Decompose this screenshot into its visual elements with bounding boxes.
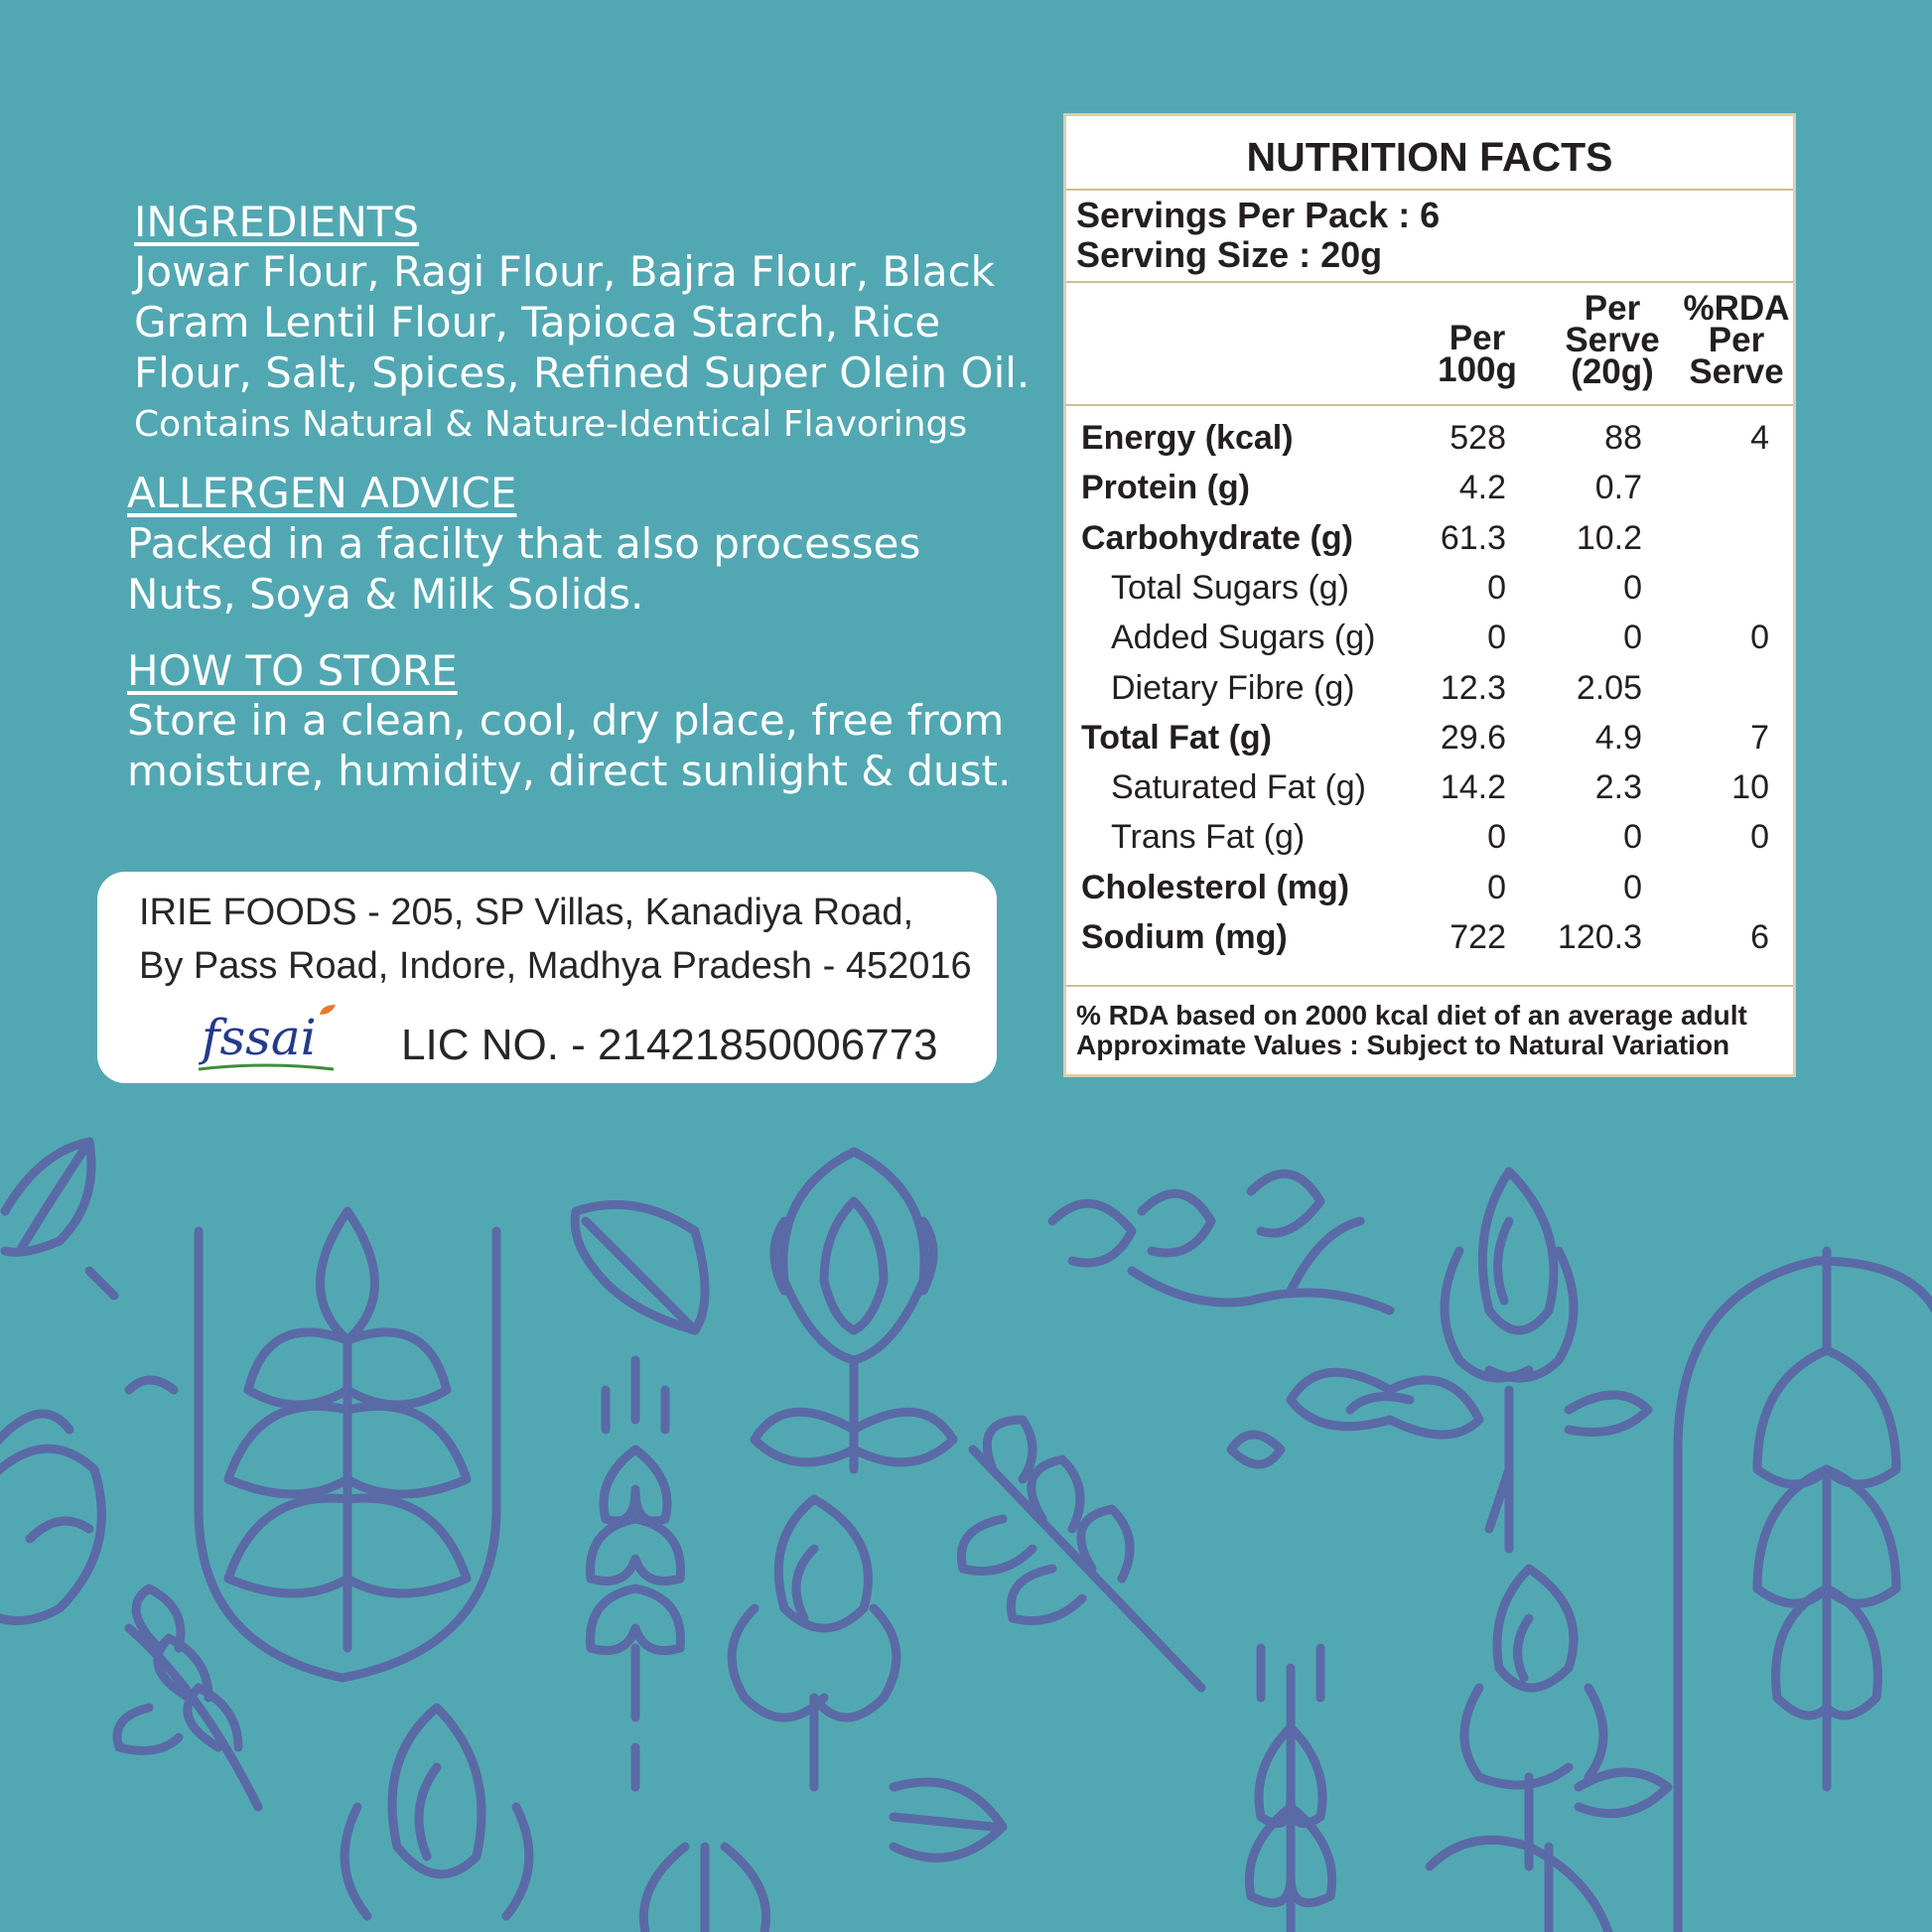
nutrient-label: Added Sugars (g) xyxy=(1111,619,1376,657)
value-rda: 7 xyxy=(1750,718,1769,757)
value-per-100g: 61.3 xyxy=(1440,518,1506,557)
value-per-100g: 722 xyxy=(1449,918,1506,956)
column-header-line: Per xyxy=(1584,289,1641,328)
rda-footnote: % RDA based on 2000 kcal diet of an average adult xyxy=(1076,1000,1747,1031)
value-per-100g: 4.2 xyxy=(1458,469,1506,507)
divider xyxy=(1066,189,1793,191)
nutrient-label: Saturated Fat (g) xyxy=(1111,768,1367,807)
value-rda: 4 xyxy=(1750,419,1769,457)
column-header-line: Serve xyxy=(1565,321,1660,359)
serving-size: Serving Size : 20g xyxy=(1076,234,1383,275)
value-per-100g: 528 xyxy=(1449,419,1506,457)
nutrition-row xyxy=(1066,469,1793,518)
nutrition-row xyxy=(1066,768,1793,818)
storage-heading: HOW TO STORE xyxy=(127,645,458,695)
value-per-100g: 0 xyxy=(1487,818,1506,857)
nutrition-row xyxy=(1066,419,1793,469)
license-number: LIC NO. - 21421850006773 xyxy=(401,1021,938,1069)
nutrition-row xyxy=(1066,519,1793,569)
value-rda: 0 xyxy=(1750,619,1769,657)
column-header-per-100g xyxy=(1418,319,1537,389)
address-line-2: By Pass Road, Indore, Madhya Pradesh - 452016 xyxy=(139,945,972,987)
value-per-serve: 2.3 xyxy=(1594,768,1642,807)
nutrition-title: NUTRITION FACTS xyxy=(1246,134,1613,180)
variation-footnote: Approximate Values : Subject to Natural Variation xyxy=(1076,1030,1730,1060)
value-per-100g: 0 xyxy=(1487,619,1506,657)
value-per-serve: 0.7 xyxy=(1594,469,1642,507)
nutrient-label: Trans Fat (g) xyxy=(1111,818,1306,857)
value-per-serve: 0 xyxy=(1623,818,1642,857)
column-header-line: 100g xyxy=(1438,350,1517,389)
storage-line: Store in a clean, cool, dry place, free from xyxy=(127,695,1005,745)
product-info-column xyxy=(127,198,1047,796)
column-header-line: Serve xyxy=(1689,352,1784,391)
value-per-serve: 0 xyxy=(1623,619,1642,657)
allergen-section xyxy=(127,470,1047,619)
fssai-leaf-icon xyxy=(318,1003,338,1017)
value-per-serve: 10.2 xyxy=(1576,518,1642,557)
nutrient-label: Total Sugars (g) xyxy=(1111,568,1349,607)
nutrition-facts-panel xyxy=(1063,113,1796,1077)
column-header-rda xyxy=(1677,289,1796,391)
allergen-line: Nuts, Soya & Milk Solids. xyxy=(127,569,644,619)
value-per-100g: 29.6 xyxy=(1440,718,1506,757)
storage-section xyxy=(127,647,1047,796)
value-per-serve: 88 xyxy=(1604,419,1642,457)
column-header-line: Per xyxy=(1449,319,1506,357)
nutrition-row xyxy=(1066,719,1793,768)
column-header-per-serve xyxy=(1543,289,1682,391)
nutrient-label: Sodium (mg) xyxy=(1081,918,1288,956)
nutrient-label: Dietary Fibre (g) xyxy=(1111,668,1355,707)
value-per-serve: 0 xyxy=(1623,568,1642,607)
column-header-line: Per xyxy=(1708,321,1765,359)
value-per-serve: 4.9 xyxy=(1594,718,1642,757)
nutrient-label: Energy (kcal) xyxy=(1081,419,1294,457)
servings-per-pack: Servings Per Pack : 6 xyxy=(1076,195,1441,235)
value-per-serve: 120.3 xyxy=(1557,918,1642,956)
allergen-heading: ALLERGEN ADVICE xyxy=(127,469,517,518)
fssai-swoosh-icon xyxy=(197,1063,336,1071)
value-per-100g: 14.2 xyxy=(1440,768,1506,807)
ingredients-line: Gram Lentil Flour, Tapioca Starch, Rice xyxy=(134,298,941,347)
divider xyxy=(1066,985,1793,987)
nutrient-label: Total Fat (g) xyxy=(1081,718,1272,757)
value-per-100g: 12.3 xyxy=(1440,668,1506,707)
storage-line: moisture, humidity, direct sunlight & dust. xyxy=(127,746,1012,795)
nutrition-row xyxy=(1066,918,1793,968)
value-per-100g: 0 xyxy=(1487,568,1506,607)
value-rda: 0 xyxy=(1750,818,1769,857)
nutrient-label: Carbohydrate (g) xyxy=(1081,518,1353,557)
column-header-line: %RDA xyxy=(1683,289,1790,328)
manufacturer-address-box xyxy=(97,872,997,1083)
divider xyxy=(1066,281,1793,283)
flavorings-note: Contains Natural & Nature-Identical Flavorings xyxy=(134,404,968,446)
nutrition-row xyxy=(1066,869,1793,918)
nutrient-label: Protein (g) xyxy=(1081,469,1250,507)
ingredients-heading: INGREDIENTS xyxy=(134,198,420,246)
value-per-serve: 0 xyxy=(1623,868,1642,906)
nutrition-row xyxy=(1066,569,1793,619)
botanical-pattern xyxy=(0,1092,1932,1932)
allergen-line: Packed in a facilty that also processes xyxy=(127,518,921,568)
value-rda: 6 xyxy=(1750,918,1769,956)
nutrient-label: Cholesterol (mg) xyxy=(1081,868,1350,906)
nutrition-row xyxy=(1066,619,1793,668)
address-line-1: IRIE FOODS - 205, SP Villas, Kanadiya Road, xyxy=(139,892,914,933)
value-per-serve: 2.05 xyxy=(1576,668,1642,707)
value-per-100g: 0 xyxy=(1487,868,1506,906)
nutrition-row xyxy=(1066,669,1793,719)
ingredients-section xyxy=(134,199,1047,452)
nutrition-row xyxy=(1066,818,1793,868)
value-rda: 10 xyxy=(1731,768,1769,807)
fssai-logo: fssai xyxy=(202,1009,317,1066)
ingredients-line: Flour, Salt, Spices, Refined Super Olein Oil. xyxy=(134,348,1031,398)
column-header-line: (20g) xyxy=(1571,352,1654,391)
divider xyxy=(1066,404,1793,406)
ingredients-line: Jowar Flour, Ragi Flour, Bajra Flour, Black xyxy=(134,247,996,297)
